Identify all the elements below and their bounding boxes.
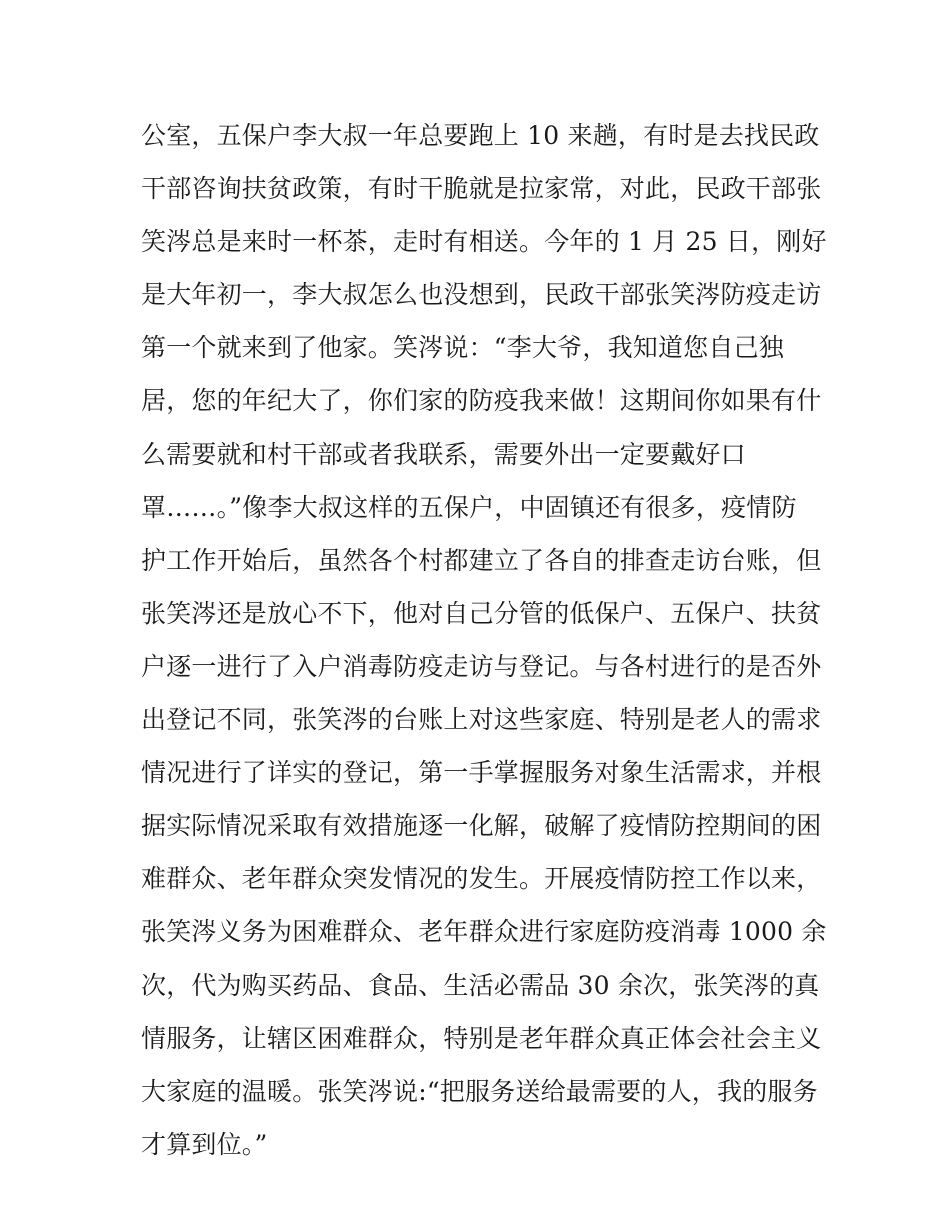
text-line-18: 情服务，让辖区困难群众，特别是老年群众真正体会社会主义 — [141, 1023, 822, 1053]
text-line-6: 居，您的年纪大了，你们家的防疫我来做！这期间你如果有什 — [141, 386, 822, 416]
text-line-1: 公室，五保户李大叔一年总要跑上 10 来趟，有时是去找民政 — [141, 121, 820, 150]
text-line-20: 才算到位。” — [141, 1129, 268, 1159]
body-paragraph — [141, 109, 827, 1171]
text-line-14: 据实际情况采取有效措施逐一化解，破解了疫情防控期间的困 — [141, 811, 822, 841]
text-line-13: 情况进行了详实的登记，第一手掌握服务对象生活需求，并根 — [141, 758, 822, 788]
text-line-19: 大家庭的温暖。张笑涔说:“把服务送给最需要的人，我的服务 — [141, 1076, 818, 1106]
text-line-12: 出登记不同，张笑涔的台账上对这些家庭、特别是老人的需求 — [141, 705, 822, 735]
text-line-15: 难群众、老年群众突发情况的发生。开展疫情防控工作以来， — [141, 864, 822, 894]
text-line-17: 次，代为购买药品、食品、生活必需品 30 余次，张笑涔的真 — [141, 970, 820, 1000]
text-line-11: 户逐一进行了入户消毒防疫走访与登记。与各村进行的是否外 — [141, 651, 822, 681]
text-line-7: 么需要就和村干部或者我联系，需要外出一定要戴好口 — [141, 439, 746, 469]
text-line-10: 张笑涔还是放心不下，他对自己分管的低保户、五保户、扶贫 — [141, 598, 822, 628]
text-line-4: 是大年初一，李大叔怎么也没想到，民政干部张笑涔防疫走访 — [141, 280, 822, 310]
text-line-9: 护工作开始后，虽然各个村都建立了各自的排查走访台账，但 — [141, 545, 822, 575]
text-line-16: 张笑涔义务为困难群众、老年群众进行家庭防疫消毒 1000 余 — [141, 917, 827, 947]
text-line-8: 罩……。”像李大叔这样的五保户，中固镇还有很多，疫情防 — [141, 492, 797, 522]
text-line-5: 第一个就来到了他家。笑涔说：“李大爷，我知道您自己独 — [141, 333, 784, 363]
text-line-3: 笑涔总是来时一杯茶，走时有相送。今年的 1 月 25 日，刚好 — [141, 227, 827, 257]
text-line-2: 干部咨询扶贫政策，有时干脆就是拉家常，对此，民政干部张 — [141, 174, 822, 204]
